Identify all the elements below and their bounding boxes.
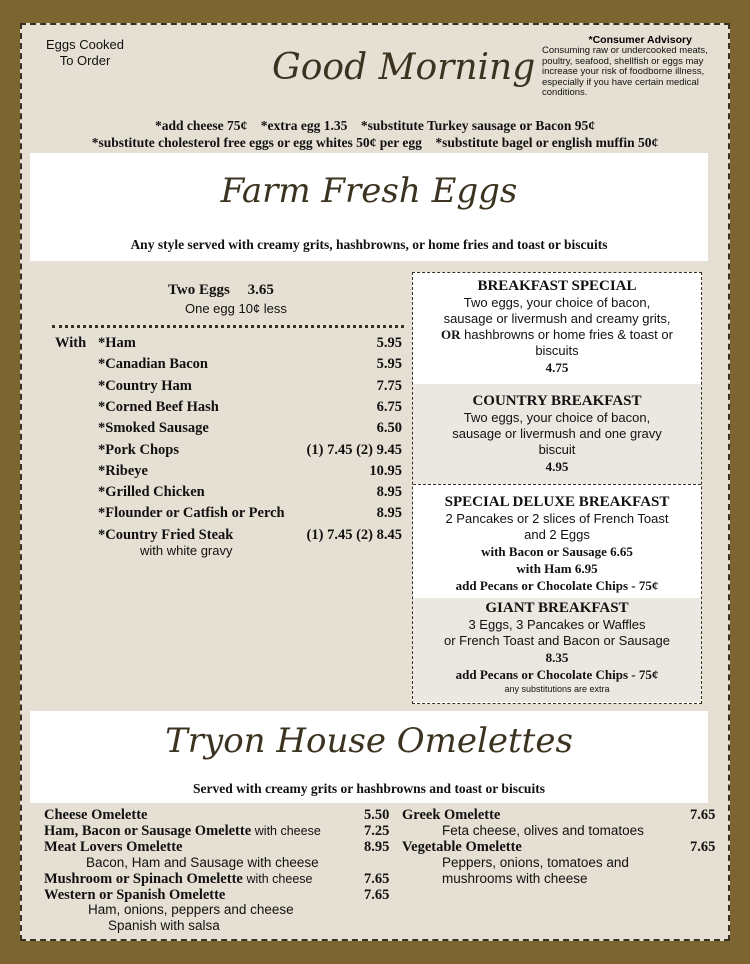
meat-lovers-name: Meat Lovers Omelette	[44, 839, 183, 855]
dotted-divider	[52, 325, 404, 328]
giant-title: GIANT BREAKFAST	[485, 600, 629, 616]
giant-line-1: 3 Eggs, 3 Pancakes or Waffles	[468, 617, 646, 632]
ham-omelette-suffix: with cheese	[254, 824, 321, 838]
deluxe-line-4: with Ham 6.95	[516, 561, 598, 576]
extras-line-2: *substitute cholesterol free eggs or egg whites 50¢ per egg *substitute bagel or english muffin 50¢	[91, 135, 659, 150]
two-eggs-price: 3.65	[247, 282, 274, 298]
ham-omelette-price: 7.25	[364, 823, 390, 839]
western-omelette-name: Western or Spanish Omelette	[44, 887, 226, 903]
menu-panel	[20, 23, 730, 941]
one-egg-note: One egg 10¢ less	[185, 301, 287, 316]
country-breakfast-title: COUNTRY BREAKFAST	[472, 393, 642, 409]
egg-item-price: 10.95	[369, 462, 402, 479]
breakfast-special-line-1: Two eggs, your choice of bacon,	[463, 295, 651, 310]
cheese-omelette-price: 5.50	[364, 807, 390, 823]
steak-note: with white gravy	[140, 543, 233, 558]
mushroom-omelette-name: Mushroom or Spinach Omelette	[44, 871, 243, 887]
meat-lovers-desc: Bacon, Ham and Sausage with cheese	[86, 855, 319, 870]
egg-item-name: *Flounder or Catfish or Perch	[98, 505, 285, 522]
egg-item-price: 5.95	[376, 356, 402, 373]
western-omelette-price: 7.65	[364, 887, 390, 903]
egg-item-name: *Pork Chops	[98, 441, 179, 458]
omelettes-title: Tryon House Omelettes	[165, 721, 573, 761]
egg-item-price: 6.50	[376, 420, 402, 437]
vegetable-omelette-name: Vegetable Omelette	[402, 839, 522, 855]
deluxe-line-1: 2 Pancakes or 2 slices of French Toast	[445, 511, 669, 526]
extras-line-1: *add cheese 75¢ *extra egg 1.35 *substitute Turkey sausage or Bacon 95¢	[154, 118, 595, 133]
egg-item-price: 5.95	[376, 335, 402, 351]
country-breakfast	[413, 384, 701, 484]
western-desc-1: Ham, onions, peppers and cheese	[88, 902, 294, 917]
good-morning-title: Good Morning	[272, 47, 536, 88]
greek-omelette-price: 7.65	[690, 807, 716, 823]
country-breakfast-price: 4.95	[545, 459, 569, 474]
vegetable-omelette-price: 7.65	[690, 839, 716, 855]
farm-fresh-subtitle: Any style served with creamy grits, hashbrowns, or home fries and toast or biscuits	[130, 237, 608, 252]
breakfast-special-price: 4.75	[545, 360, 569, 375]
two-eggs-row	[168, 282, 274, 299]
egg-item-name: *Grilled Chicken	[98, 484, 205, 501]
country-breakfast-line-3: biscuit	[538, 442, 576, 457]
meat-lovers-price: 8.95	[364, 839, 390, 855]
egg-item-name: *Corned Beef Hash	[98, 398, 219, 415]
with-label: With	[55, 335, 87, 351]
egg-item-name: *Smoked Sausage	[98, 420, 209, 437]
egg-item-price: 8.95	[376, 484, 402, 501]
ham-omelette-row	[44, 823, 321, 840]
egg-item-name: *Ham	[98, 335, 136, 351]
egg-item-price: 6.75	[376, 398, 402, 415]
greek-desc: Feta cheese, olives and tomatoes	[442, 823, 644, 838]
breakfast-special-line-3	[413, 327, 701, 343]
advisory-title: *Consumer Advisory	[588, 34, 692, 46]
deluxe-line-2: and 2 Eggs	[524, 527, 590, 542]
breakfast-special-title: BREAKFAST SPECIAL	[477, 278, 637, 294]
specials-box	[412, 272, 702, 704]
farm-fresh-title: Farm Fresh Eggs	[220, 171, 518, 211]
egg-item-name: *Country Fried Steak	[98, 526, 234, 543]
meat-lovers-row	[44, 839, 183, 856]
greek-omelette-name: Greek Omelette	[402, 807, 501, 823]
deluxe-line-5: add Pecans or Chocolate Chips - 75¢	[455, 578, 659, 593]
mushroom-omelette-suffix: with cheese	[246, 872, 313, 886]
special-deluxe-breakfast	[413, 484, 701, 598]
two-eggs-label: Two Eggs	[168, 282, 230, 298]
advisory-text: Consuming raw or undercooked meats, poultry, seafood, shellfish or eggs may increase your risk of foodborne illness, especially if you have certain medical conditions.	[542, 45, 708, 98]
country-breakfast-line-2: sausage or livermush and one gravy	[452, 426, 662, 441]
egg-item-price: (1) 7.45 (2) 9.45	[306, 441, 402, 458]
eggs-cooked-note: Eggs Cooked To Order	[45, 37, 125, 68]
cheese-omelette-row	[44, 807, 147, 824]
deluxe-title: SPECIAL DELUXE BREAKFAST	[444, 494, 670, 510]
egg-item-price: (1) 7.45 (2) 8.45	[306, 526, 402, 543]
giant-line-2: or French Toast and Bacon or Sausage	[444, 633, 670, 648]
giant-note: any substitutions are extra	[504, 684, 610, 694]
egg-item-name: *Ribeye	[98, 462, 148, 479]
breakfast-special-line-3-text: hashbrowns or home fries & toast or	[460, 327, 673, 342]
mushroom-omelette-row	[44, 871, 312, 888]
consumer-advisory	[542, 35, 712, 99]
greek-omelette-row	[402, 807, 500, 824]
giant-price: 8.35	[545, 650, 569, 665]
breakfast-special-line-2: sausage or livermush and creamy grits,	[443, 311, 671, 326]
country-breakfast-line-1: Two eggs, your choice of bacon,	[463, 410, 651, 425]
egg-item-name: *Canadian Bacon	[98, 356, 208, 373]
farm-fresh-band	[30, 153, 708, 261]
vegetable-desc-1: Peppers, onions, tomatoes and	[442, 855, 629, 870]
mushroom-omelette-price: 7.65	[364, 871, 390, 887]
or-word: OR	[441, 327, 461, 342]
breakfast-special	[413, 273, 701, 387]
giant-line-3: add Pecans or Chocolate Chips - 75¢	[455, 667, 659, 682]
omelettes-band	[30, 711, 708, 803]
deluxe-line-3: with Bacon or Sausage 6.65	[481, 544, 633, 559]
cheese-omelette-name: Cheese Omelette	[44, 807, 148, 823]
egg-item-name: *Country Ham	[98, 377, 192, 394]
egg-item-price: 7.75	[376, 377, 402, 394]
breakfast-special-line-4: biscuits	[535, 343, 579, 358]
egg-item-price: 8.95	[376, 505, 402, 522]
vegetable-omelette-row	[402, 839, 522, 856]
western-desc-2: Spanish with salsa	[108, 918, 220, 933]
vegetable-desc-2: mushrooms with cheese	[442, 871, 588, 886]
omelettes-subtitle: Served with creamy grits or hashbrowns and toast or biscuits	[193, 781, 545, 796]
ham-omelette-name: Ham, Bacon or Sausage Omelette	[44, 823, 252, 839]
giant-breakfast	[413, 598, 701, 702]
